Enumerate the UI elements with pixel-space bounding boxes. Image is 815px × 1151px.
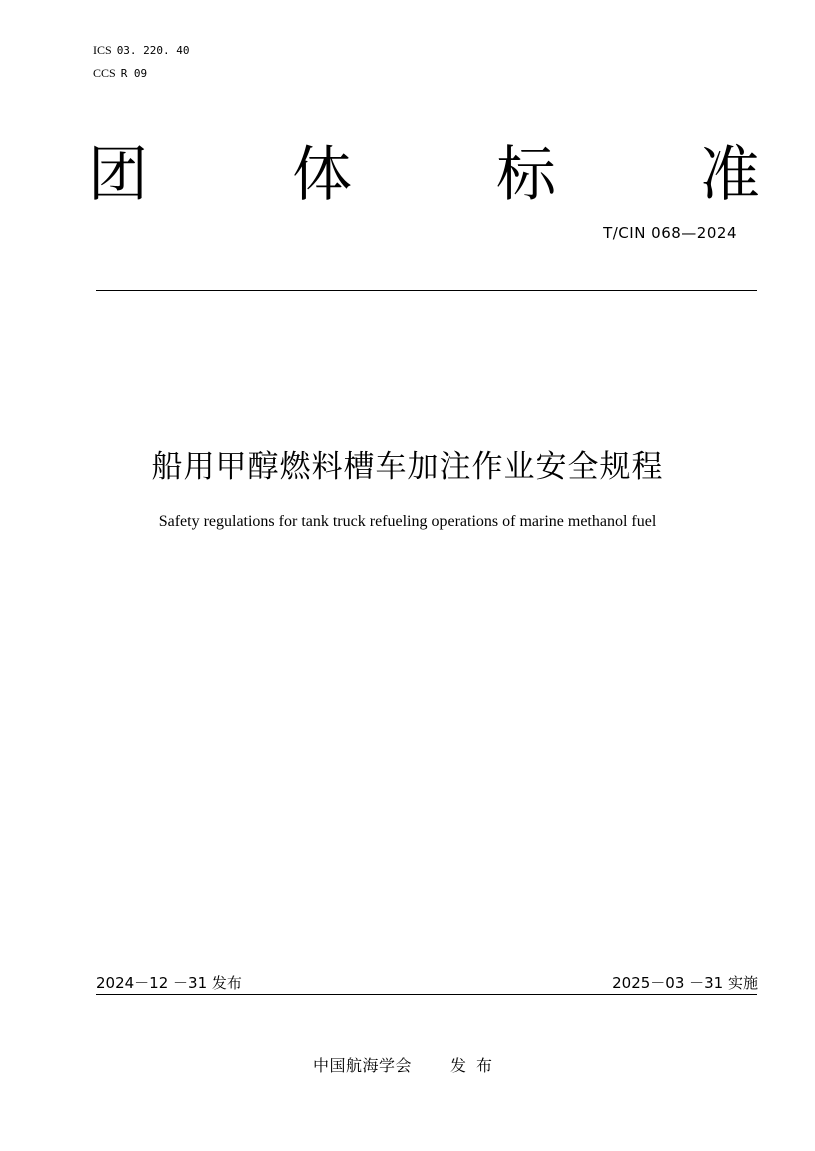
title-char-2: 体 xyxy=(292,140,352,210)
standard-number: T/CIN 068—2024 xyxy=(603,224,737,242)
publish-action: 发布 xyxy=(450,1056,503,1075)
ics-label: ICS xyxy=(93,43,112,57)
document-title-chinese: 船用甲醇燃料槽车加注作业安全规程 xyxy=(151,449,664,485)
ics-value: 03. 220. 40 xyxy=(116,44,190,57)
ccs-label: CCS xyxy=(93,66,116,80)
top-divider xyxy=(96,290,757,291)
title-char-4: 准 xyxy=(700,140,760,210)
implementation-date: 2025－03 －31 实施 xyxy=(612,974,758,992)
ccs-code xyxy=(93,62,190,85)
document-title-english: Safety regulations for tank truck refueling operations of marine methanol fuel xyxy=(158,513,657,530)
issue-date: 2024－12 －31 发布 xyxy=(96,974,242,992)
ics-code xyxy=(93,39,190,62)
title-char-1: 团 xyxy=(88,140,148,210)
ccs-value: R 09 xyxy=(120,67,148,80)
title-char-3: 标 xyxy=(496,140,556,210)
bottom-divider xyxy=(96,994,757,995)
publisher-name: 中国航海学会 xyxy=(312,1056,412,1075)
publisher-line xyxy=(0,1053,815,1076)
standard-type-title xyxy=(88,140,760,210)
classification-codes xyxy=(93,39,190,85)
